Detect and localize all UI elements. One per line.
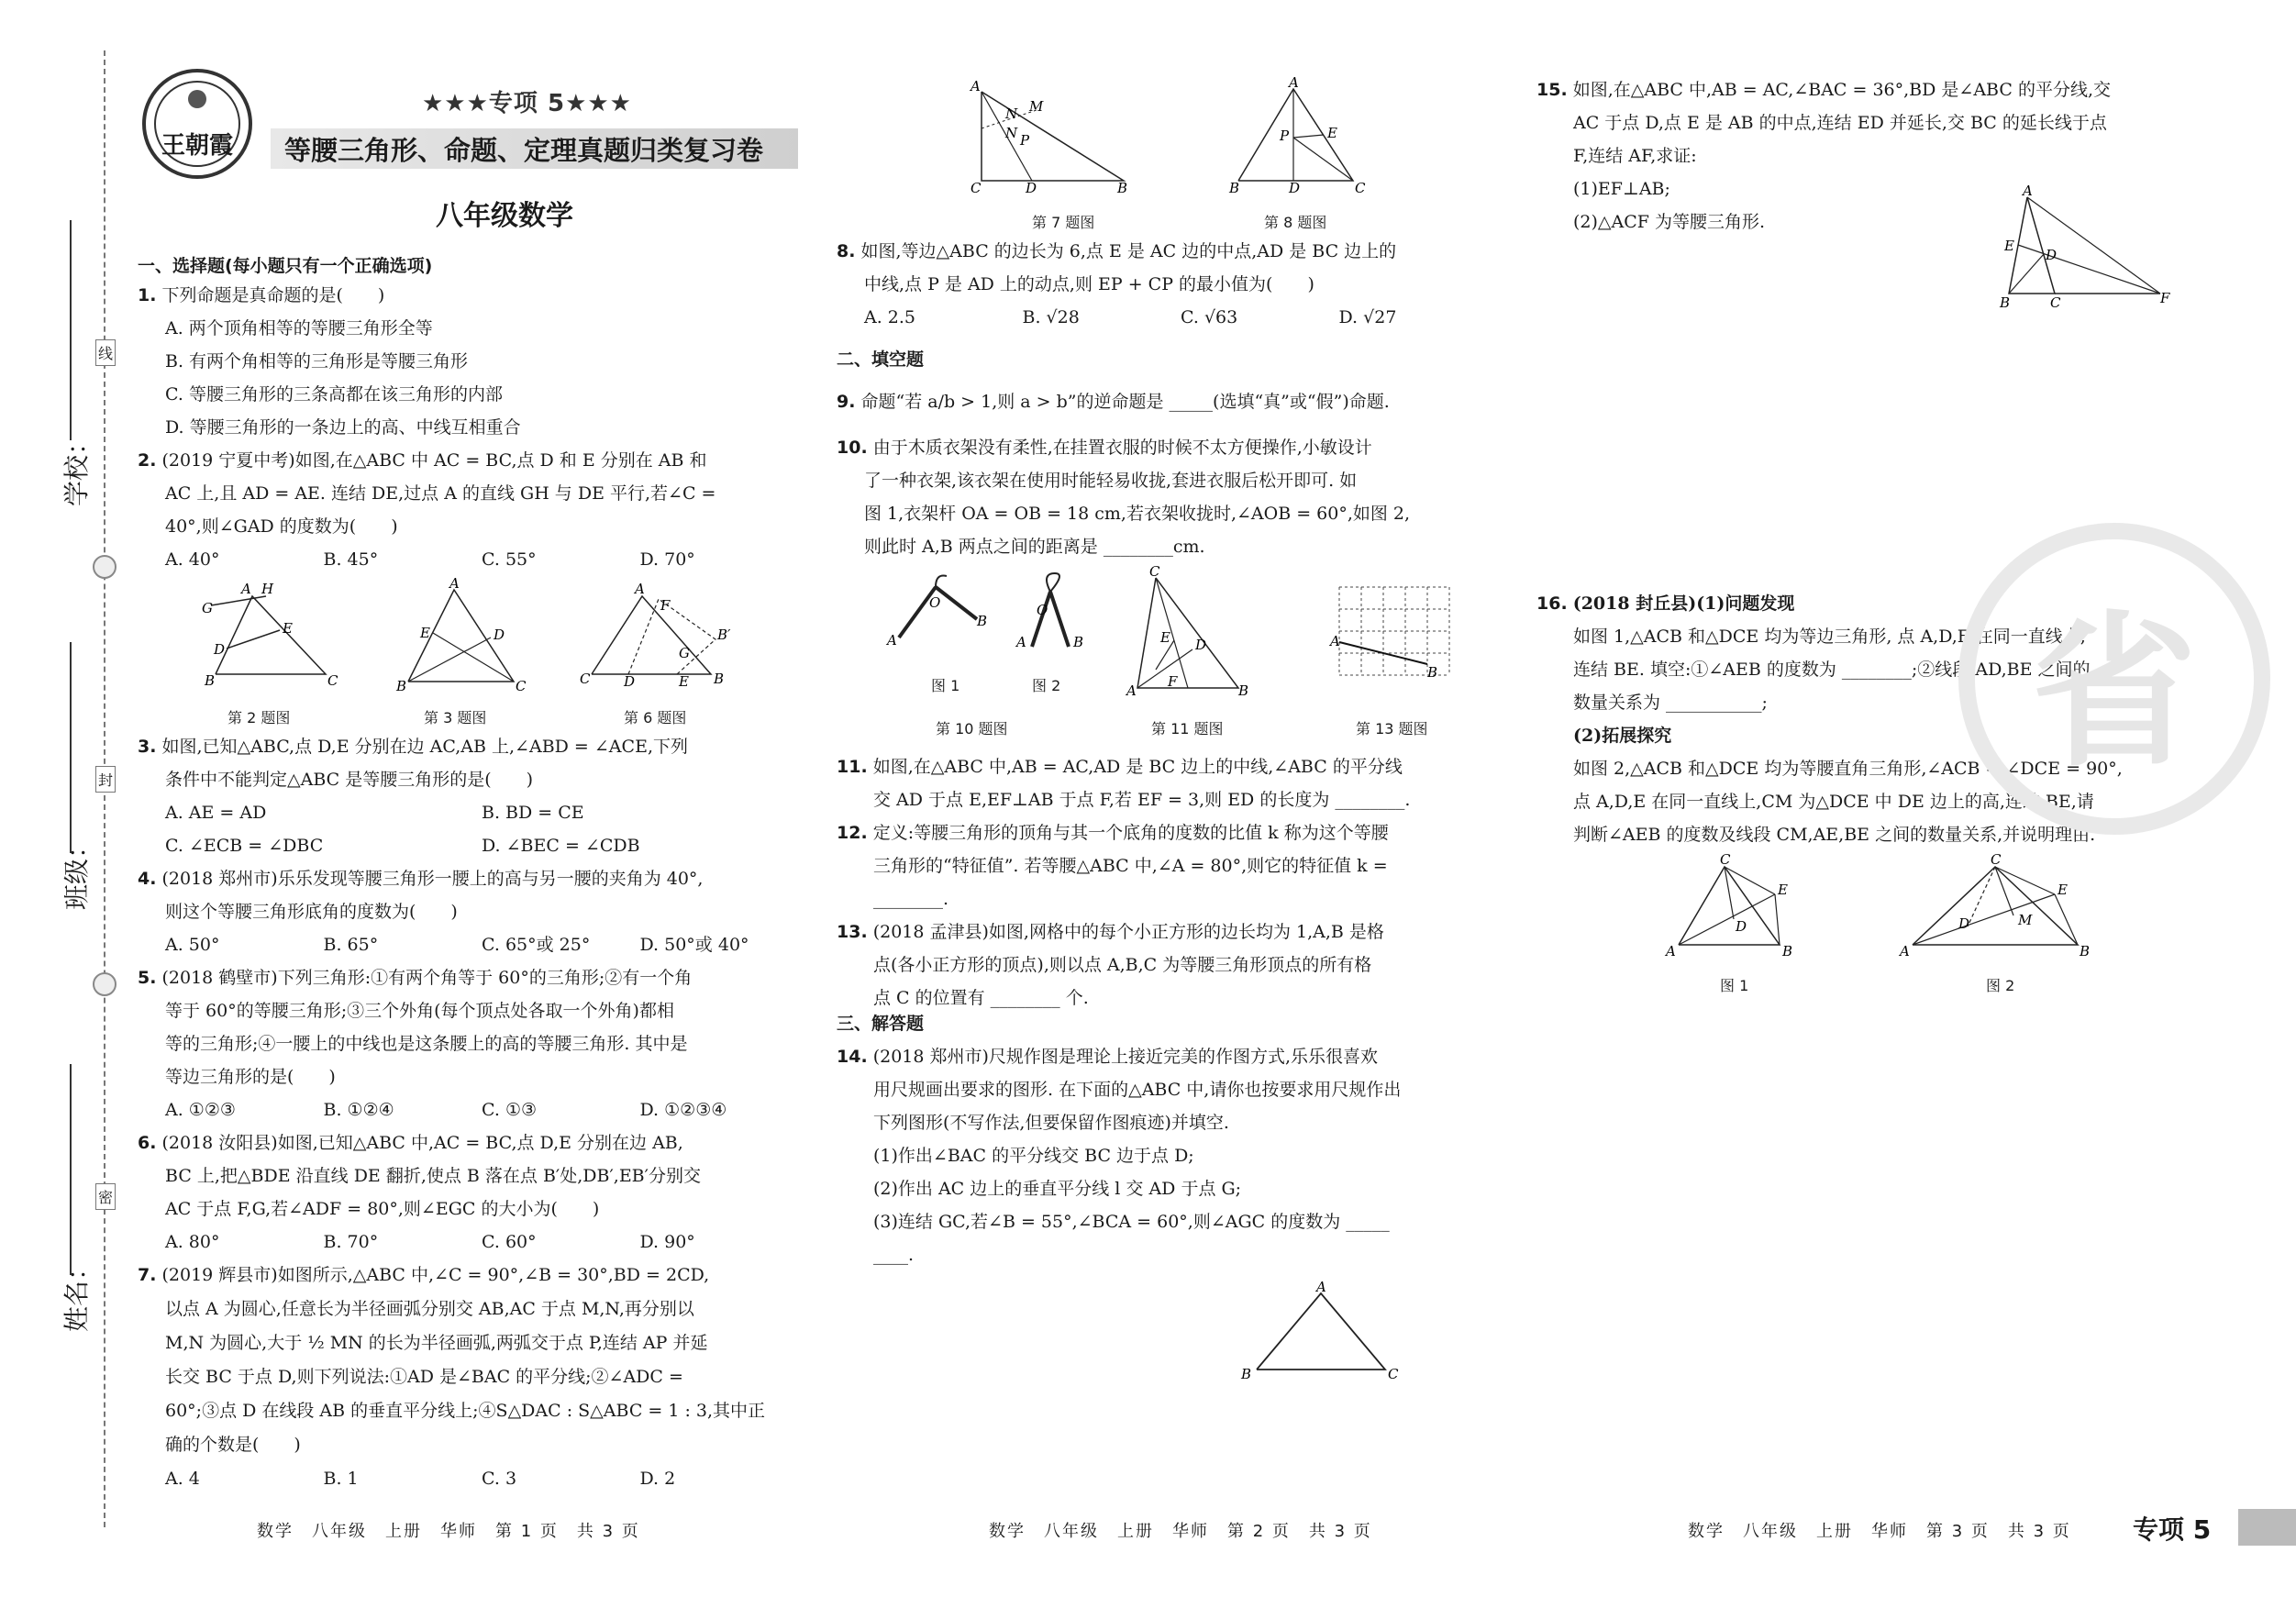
q16-number: 16. <box>1536 593 1568 614</box>
special-label: ★★★专项 5★★★ <box>422 90 632 117</box>
q4-option-a: A. 50° <box>165 935 220 955</box>
q8-option-c: C. √63 <box>1181 307 1238 327</box>
svg-text:B: B <box>1073 634 1084 650</box>
caption-fig-8: 第 8 题图 <box>1264 214 1327 231</box>
svg-text:B: B <box>2080 943 2091 959</box>
svg-text:C: C <box>971 180 982 196</box>
svg-text:E: E <box>1778 882 1788 898</box>
logo-crown-icon <box>188 90 206 108</box>
question-5 <box>138 961 798 1126</box>
class-line <box>70 642 72 853</box>
binding-mark-seal: 封 <box>95 766 116 793</box>
q5-line-4: 等边三角形的是( ) <box>165 1067 336 1087</box>
svg-text:D: D <box>2046 247 2058 263</box>
svg-text:B: B <box>1238 682 1249 699</box>
svg-text:A: A <box>241 581 251 597</box>
school-label: 学校： <box>61 428 93 507</box>
binding-mark-line: 线 <box>95 339 116 366</box>
q12-number: 12. <box>837 823 868 843</box>
q15-line-5: (2)△ACF 为等腰三角形. <box>1573 212 1766 232</box>
q2-number: 2. <box>138 450 157 471</box>
q12-line-2: 三角形的“特征值”. 若等腰△ABC 中,∠A = 80°,则它的特征值 k = <box>873 856 1388 876</box>
figure-q13-grid <box>1330 585 1459 682</box>
q7-option-b: B. 1 <box>323 1469 359 1489</box>
caption-fig-3: 第 3 题图 <box>424 709 487 726</box>
figure-q16-2 <box>1894 853 2096 963</box>
svg-text:O: O <box>929 594 941 611</box>
q10-line-4: 则此时 A,B 两点之间的距离是 ________cm. <box>864 537 1205 557</box>
caption-fig-6: 第 6 题图 <box>624 709 687 726</box>
svg-text:A: A <box>2023 183 2033 199</box>
svg-text:D: D <box>624 673 636 690</box>
svg-text:E: E <box>2004 238 2014 254</box>
q15-line-4: (1)EF⊥AB; <box>1573 179 1670 199</box>
svg-text:D: D <box>1195 637 1207 653</box>
question-10 <box>837 431 1497 563</box>
svg-text:C: C <box>1991 851 2002 868</box>
page-title: 等腰三角形、命题、定理真题归类复习卷 <box>284 135 764 166</box>
q6-line-3: AC 于点 F,G,若∠ADF = 80°,则∠EGC 的大小为( ) <box>165 1199 600 1219</box>
figure-q2 <box>197 582 344 693</box>
svg-text:H: H <box>261 581 274 597</box>
svg-text:B: B <box>396 678 407 694</box>
svg-text:A: A <box>971 78 981 94</box>
svg-text:A: A <box>1016 634 1026 650</box>
svg-text:B: B <box>205 672 216 689</box>
svg-text:D: D <box>214 641 226 658</box>
question-9 <box>837 385 1497 418</box>
caption-fig-16-2: 图 2 <box>1986 977 2015 994</box>
question-14 <box>837 1040 1497 1271</box>
q4-number: 4. <box>138 869 157 889</box>
svg-text:A: A <box>635 581 645 597</box>
figure-q16-1 <box>1660 853 1798 963</box>
q8-number: 8. <box>837 241 856 261</box>
question-12 <box>837 816 1497 915</box>
binding-mark-dense: 密 <box>95 1183 116 1210</box>
svg-text:B: B <box>1427 664 1438 681</box>
school-line <box>70 220 72 440</box>
svg-text:P: P <box>1020 132 1030 149</box>
question-8 <box>837 235 1497 334</box>
svg-text:E: E <box>679 673 689 690</box>
question-3 <box>138 730 798 862</box>
svg-text:D: D <box>494 627 505 643</box>
q11-number: 11. <box>837 757 868 777</box>
q7-line-2: 以点 A 为圆心,任意长为半径画弧分别交 AB,AC 于点 M,N,再分别以 <box>165 1299 694 1319</box>
q1-option-a: A. 两个顶角相等的等腰三角形全等 <box>165 318 433 338</box>
caption-fig-11: 第 11 题图 <box>1151 720 1224 738</box>
svg-text:C: C <box>2050 294 2061 311</box>
q14-line-3: 下列图形(不写作法,但要保留作图痕迹)并填空. <box>873 1113 1229 1133</box>
q15-line-2: AC 于点 D,点 E 是 AB 的中点,连结 ED 并延长,交 BC 的延长线于点 <box>1573 113 2107 133</box>
q14-number: 14. <box>837 1047 868 1067</box>
q5-option-b: B. ①②④ <box>323 1100 394 1120</box>
q5-line-1: (2018 鹤壁市)下列三角形:①有两个角等于 60°的三角形;②有一个角 <box>161 968 693 988</box>
q16-line-8: 判断∠AEB 的度数及线段 CM,AE,BE 之间的数量关系,并说明理由. <box>1573 825 2096 845</box>
svg-text:A: A <box>1900 943 1910 959</box>
q15-line-3: F,连结 AF,求证: <box>1573 146 1697 166</box>
q3-option-d: D. ∠BEC = ∠CDB <box>482 836 640 856</box>
svg-text:E: E <box>2058 882 2068 898</box>
q7-option-d: D. 2 <box>639 1469 676 1489</box>
q6-option-c: C. 60° <box>482 1232 537 1252</box>
q8-line-1: 如图,等边△ABC 的边长为 6,点 E 是 AC 边的中点,AD 是 BC 边上的 <box>860 241 1397 261</box>
q14-line-5: (2)作出 AC 边上的垂直平分线 l 交 AD 于点 G; <box>873 1179 1242 1199</box>
svg-text:A: A <box>1330 633 1340 649</box>
q4-line-1: (2018 郑州市)乐乐发现等腰三角形一腰上的高与另一腰的夹角为 40°, <box>161 869 704 889</box>
q14-line-2: 用尺规画出要求的图形. 在下面的△ABC 中,请你也按要求用尺规作出 <box>873 1080 1402 1100</box>
svg-text:C: C <box>327 672 338 689</box>
q5-option-d: D. ①②③④ <box>639 1100 727 1120</box>
q11-line-2: 交 AD 于点 E,EF⊥AB 于点 F,若 EF = 3,则 ED 的长度为 ________. <box>873 790 1411 810</box>
q15-line-1: 如图,在△ABC 中,AB = AC,∠BAC = 36°,BD 是∠ABC 的平分线,交 <box>1572 80 2111 100</box>
q11-line-1: 如图,在△ABC 中,AB = AC,AD 是 BC 边上的中线,∠ABC 的平分线 <box>872 757 1403 777</box>
q2-line-2: AC 上,且 AD = AE. 连结 DE,过点 A 的直线 GH 与 DE 平行,若∠C = <box>165 483 716 504</box>
q8-line-2: 中线,点 P 是 AD 上的动点,则 EP + CP 的最小值为( ) <box>864 274 1314 294</box>
q16-line-6: 如图 2,△ACB 和△DCE 均为等腰直角三角形,∠ACB = ∠DCE = 90°, <box>1573 759 2123 779</box>
svg-text:B: B <box>1241 1366 1252 1382</box>
svg-text:A: A <box>449 575 460 592</box>
caption-fig-10: 第 10 题图 <box>936 720 1008 738</box>
q16-line-3: 连结 BE. 填空:①∠AEB 的度数为 ________;②线段 AD,BE 之间的 <box>1573 660 2091 680</box>
caption-fig-16-1: 图 1 <box>1720 977 1749 994</box>
q16-line-4: 数量关系为 ___________; <box>1573 693 1768 713</box>
svg-text:D: D <box>1289 180 1301 196</box>
svg-text:E: E <box>1327 125 1337 141</box>
watermark-text: 省 <box>2031 597 2197 789</box>
svg-text:E: E <box>283 620 293 637</box>
svg-text:G: G <box>679 645 690 661</box>
q3-number: 3. <box>138 737 157 757</box>
q6-number: 6. <box>138 1133 157 1153</box>
q10-line-1: 由于木质衣架没有柔性,在挂置衣服的时候不太方便操作,小敏设计 <box>872 438 1372 458</box>
question-11 <box>837 750 1497 816</box>
svg-text:B: B <box>1229 180 1240 196</box>
svg-text:F: F <box>1168 673 1178 690</box>
svg-text:B: B <box>1117 180 1128 196</box>
figure-q3 <box>394 575 532 694</box>
figure-q10-hanger-2 <box>1009 569 1092 651</box>
question-4 <box>138 862 798 961</box>
svg-text:A: A <box>1289 74 1299 91</box>
svg-text:C: C <box>516 678 527 694</box>
caption-fig-10-1: 图 1 <box>931 677 960 694</box>
svg-text:E: E <box>420 625 430 641</box>
svg-text:D: D <box>1958 915 1970 932</box>
q7-line-1: (2019 辉县市)如图所示,△ABC 中,∠C = 90°,∠B = 30°,BD = 2CD, <box>161 1265 710 1285</box>
caption-fig-13: 第 13 题图 <box>1356 720 1428 738</box>
figure-q7 <box>963 78 1128 197</box>
q2-option-b: B. 45° <box>323 549 379 570</box>
figure-q15 <box>1991 183 2174 316</box>
svg-text:C: C <box>1149 563 1160 580</box>
q9-number: 9. <box>837 392 856 412</box>
question-13 <box>837 915 1497 1015</box>
q3-line-2: 条件中不能判定△ABC 是等腰三角形的是( ) <box>165 770 534 790</box>
q7-option-c: C. 3 <box>482 1469 517 1489</box>
svg-text:D: D <box>1026 180 1037 196</box>
q3-option-a: A. AE = AD <box>165 803 267 823</box>
svg-text:C: C <box>1355 180 1366 196</box>
binding-knot-1 <box>93 555 116 579</box>
svg-text:D: D <box>1736 918 1747 935</box>
q6-line-2: BC 上,把△BDE 沿直线 DE 翻折,使点 B 落在点 B′处,DB′,EB′分别交 <box>165 1166 701 1186</box>
svg-text:M: M <box>2018 912 2033 928</box>
q1-number: 1. <box>138 285 157 305</box>
q6-option-a: A. 80° <box>165 1232 220 1252</box>
svg-text:C: C <box>1388 1366 1399 1382</box>
q10-number: 10. <box>837 438 868 458</box>
svg-text:B: B <box>1782 943 1793 959</box>
svg-text:N: N <box>1005 125 1018 141</box>
q1-stem: 下列命题是真命题的是( ) <box>161 285 385 305</box>
section-answer: 三、解答题 <box>837 1014 925 1034</box>
q14-line-7: ____. <box>873 1245 915 1265</box>
q5-option-c: C. ①③ <box>482 1100 538 1120</box>
q16-line-7: 点 A,D,E 在同一直线上,CM 为△DCE 中 DE 边上的高,连结 BE,请 <box>1573 792 2094 812</box>
q10-line-3: 图 1,衣架杆 OA = OB = 18 cm,若衣架收拢时,∠AOB = 60°,如图 2, <box>864 504 1411 524</box>
svg-text:B: B <box>977 613 988 629</box>
question-2 <box>138 444 798 576</box>
footer-tag-bar <box>2238 1509 2296 1546</box>
q4-option-b: B. 65° <box>323 935 379 955</box>
svg-text:F: F <box>2160 290 2170 306</box>
q5-number: 5. <box>138 968 157 988</box>
caption-fig-10-2: 图 2 <box>1032 677 1061 694</box>
svg-text:F: F <box>660 597 671 614</box>
q7-line-6: 确的个数是( ) <box>165 1435 301 1455</box>
q10-line-2: 了一种衣架,该衣架在使用时能轻易收拢,套进衣服后松开即可. 如 <box>864 471 1358 491</box>
figure-q14 <box>1234 1279 1408 1383</box>
svg-text:M: M <box>1029 98 1044 115</box>
q6-option-b: B. 70° <box>323 1232 379 1252</box>
q8-option-b: B. √28 <box>1022 307 1080 327</box>
q2-option-c: C. 55° <box>482 549 537 570</box>
figure-q8 <box>1225 74 1366 197</box>
q13-number: 13. <box>837 922 868 942</box>
q1-option-d: D. 等腰三角形的一条边上的高、中线互相重合 <box>165 417 521 438</box>
q14-line-6: (3)连结 GC,若∠B = 55°,∠BCA = 60°,则∠AGC 的度数为 _____ <box>873 1212 1390 1232</box>
q12-line-1: 定义:等腰三角形的顶角与其一个底角的度数的比值 k 称为这个等腰 <box>872 823 1389 843</box>
footer-page-2: 数学 八年级 上册 华师 第 2 页 共 3 页 <box>989 1522 1372 1541</box>
q16-line-1: (2018 封丘县)(1)问题发现 <box>1572 593 1795 614</box>
binding-knot-2 <box>93 972 116 996</box>
svg-text:G: G <box>202 600 213 616</box>
svg-text:N: N <box>1005 105 1018 122</box>
caption-fig-7: 第 7 题图 <box>1032 214 1095 231</box>
page-subtitle: 八年级数学 <box>436 200 573 232</box>
svg-text:B: B <box>714 671 725 687</box>
name-label: 姓名： <box>61 1254 93 1333</box>
section-fill: 二、填空题 <box>837 349 925 370</box>
svg-text:B: B <box>2000 294 2011 311</box>
figure-q10-hanger-1 <box>885 569 986 651</box>
q16-line-5: (2)拓展探究 <box>1573 726 1672 746</box>
q6-line-1: (2018 汝阳县)如图,已知△ABC 中,AC = BC,点 D,E 分别在边 AB, <box>161 1133 683 1153</box>
q2-line-1: (2019 宁夏中考)如图,在△ABC 中 AC = BC,点 D 和 E 分别在 AB 和 <box>161 450 707 471</box>
q3-line-1: 如图,已知△ABC,点 D,E 分别在边 AC,AB 上,∠ABD = ∠ACE,下列 <box>161 737 688 757</box>
q8-option-a: A. 2.5 <box>864 307 916 327</box>
svg-text:A: A <box>887 632 897 649</box>
svg-text:A: A <box>1666 943 1676 959</box>
q3-option-b: B. BD = CE <box>482 803 584 823</box>
q13-line-2: 点(各小正方形的顶点),则以点 A,B,C 为等腰三角形顶点的所有格 <box>873 955 1372 975</box>
question-7 <box>138 1259 798 1496</box>
q9-line-1: 命题“若 a/b > 1,则 a > b”的逆命题是 _____(选填“真”或“假”)命题. <box>860 392 1390 412</box>
q15-number: 15. <box>1536 80 1568 100</box>
q3-option-c: C. ∠ECB = ∠DBC <box>165 836 324 856</box>
question-1 <box>138 279 798 444</box>
svg-text:E: E <box>1160 629 1170 646</box>
header-banner <box>138 64 798 183</box>
q7-line-4: 长交 BC 于点 D,则下列说法:①AD 是∠BAC 的平分线;②∠ADC = <box>165 1367 683 1387</box>
svg-text:C: C <box>580 671 591 687</box>
q6-option-d: D. 90° <box>639 1232 695 1252</box>
q2-option-a: A. 40° <box>165 549 220 570</box>
svg-text:P: P <box>1280 128 1290 144</box>
section-choice: 一、选择题(每小题只有一个正确选项) <box>138 256 433 276</box>
q8-option-d: D. √27 <box>1338 307 1397 327</box>
q2-line-3: 40°,则∠GAD 的度数为( ) <box>165 516 398 537</box>
svg-text:C: C <box>1720 851 1731 868</box>
question-6 <box>138 1126 798 1259</box>
q4-option-c: C. 65°或 25° <box>482 935 591 955</box>
svg-text:A: A <box>1126 682 1137 699</box>
footer-page-3: 数学 八年级 上册 华师 第 3 页 共 3 页 <box>1688 1522 2071 1541</box>
logo-seal <box>138 64 257 183</box>
q7-line-5: 60°;③点 D 在线段 AB 的垂直平分线上;④S△DAC : S△ABC = 1 : 3,其中正 <box>165 1401 766 1421</box>
q5-line-2: 等于 60°的等腰三角形;③三个外角(每个顶点处各取一个外角)都相 <box>165 1001 674 1021</box>
footer-tag: 专项 5 <box>2133 1514 2212 1545</box>
q1-option-b: B. 有两个角相等的三角形是等腰三角形 <box>165 351 469 372</box>
q2-option-d: D. 70° <box>639 549 695 570</box>
q5-line-3: 等的三角形;④一腰上的中线也是这条腰上的高的等腰三角形. 其中是 <box>165 1034 688 1054</box>
caption-fig-2: 第 2 题图 <box>227 709 291 726</box>
logo-text: 王朝霞 <box>161 132 233 160</box>
class-label: 班级： <box>61 832 93 911</box>
q14-line-1: (2018 郑州市)尺规作图是理论上接近完美的作图方式,乐乐很喜欢 <box>872 1047 1378 1067</box>
q14-line-4: (1)作出∠BAC 的平分线交 BC 边于点 D; <box>873 1146 1194 1166</box>
q4-option-d: D. 50°或 40° <box>639 935 749 955</box>
q12-line-3: ________. <box>873 889 949 909</box>
q7-option-a: A. 4 <box>165 1469 200 1489</box>
name-line <box>70 1064 72 1275</box>
q5-option-a: A. ①②③ <box>165 1100 236 1120</box>
q1-option-c: C. 等腰三角形的三条高都在该三角形的内部 <box>165 384 503 405</box>
q13-line-3: 点 C 的位置有 ________ 个. <box>873 988 1089 1008</box>
q13-line-1: (2018 孟津县)如图,网格中的每个小正方形的边长均为 1,A,B 是格 <box>872 922 1384 942</box>
footer-page-1: 数学 八年级 上册 华师 第 1 页 共 3 页 <box>257 1522 640 1541</box>
watermark-seal <box>1958 523 2270 835</box>
figure-q6 <box>578 582 734 693</box>
svg-text:O: O <box>1037 602 1048 618</box>
q7-line-3: M,N 为圆心,大于 ½ MN 的长为半径画弧,两弧交于点 P,连结 AP 并延 <box>165 1333 708 1353</box>
q16-line-2: 如图 1,△ACB 和△DCE 均为等边三角形, 点 A,D,E 在同一直线上, <box>1573 627 2086 647</box>
svg-text:A: A <box>1316 1279 1326 1295</box>
figure-q11 <box>1124 563 1249 706</box>
q4-line-2: 则这个等腰三角形底角的度数为( ) <box>165 902 458 922</box>
q7-number: 7. <box>138 1265 157 1285</box>
svg-text:B′: B′ <box>717 627 731 643</box>
